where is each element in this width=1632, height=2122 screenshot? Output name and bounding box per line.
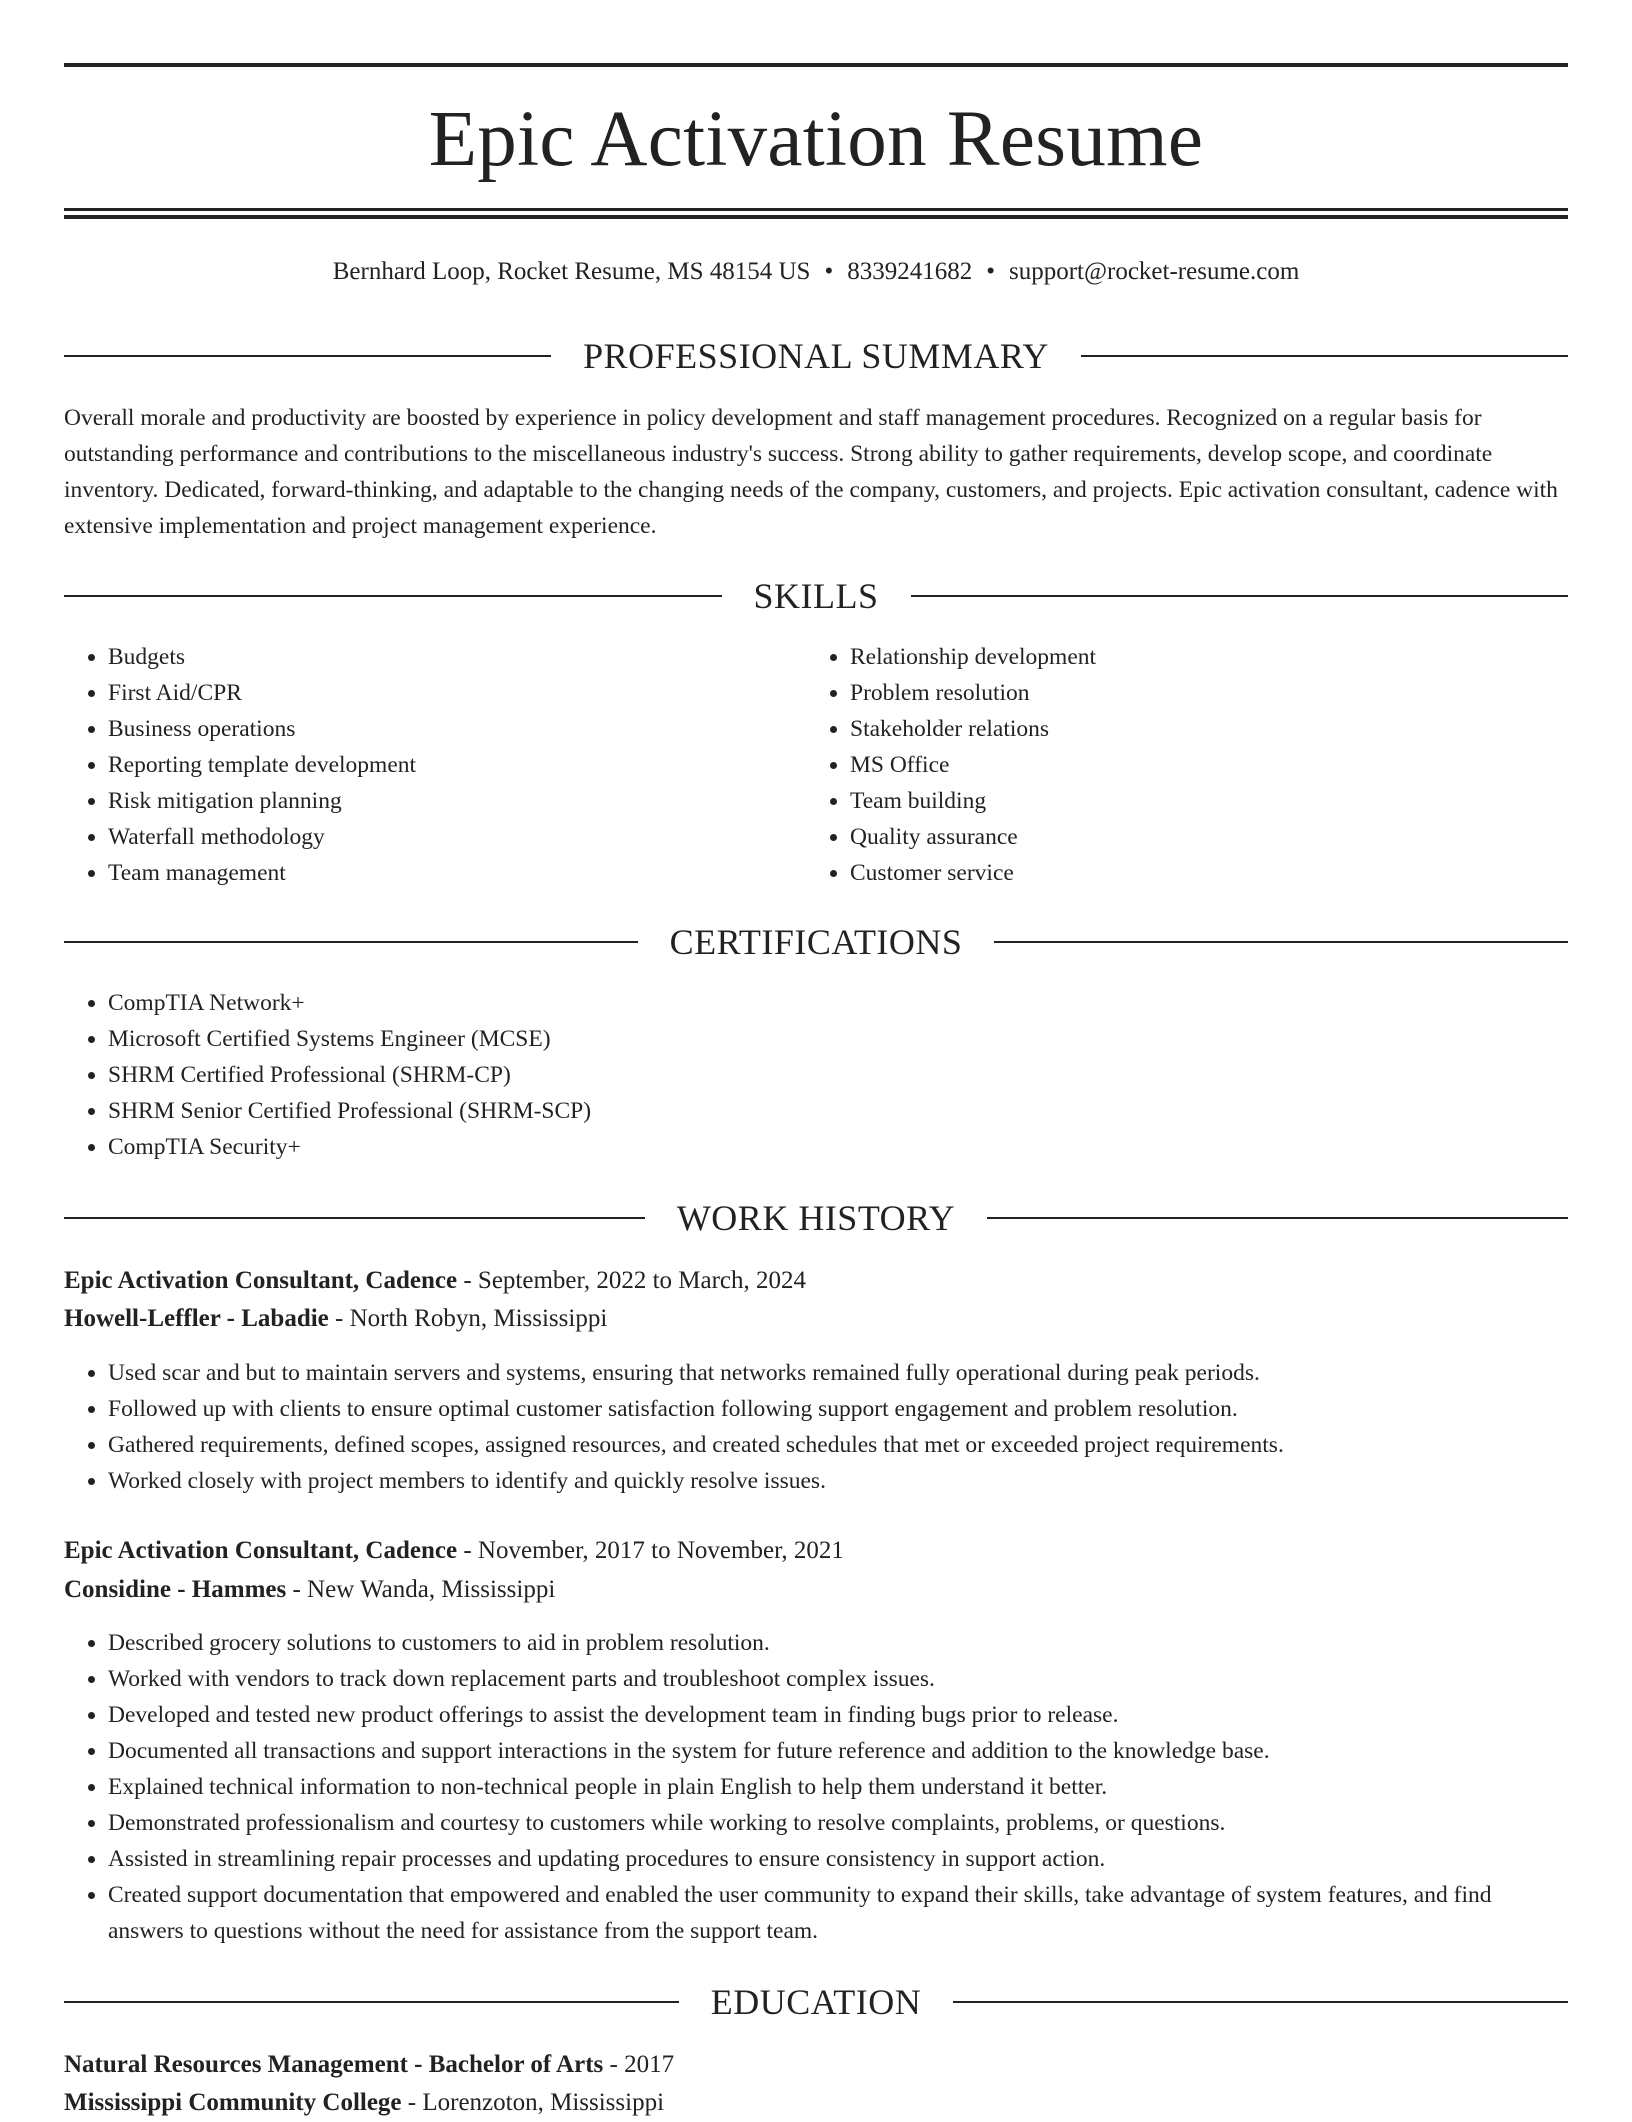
skills-list-left — [64, 639, 808, 891]
certification-item: • SHRM Senior Certified Professional (SHRM-SCP) — [108, 1093, 1568, 1129]
job-bullets — [64, 1625, 1568, 1949]
section-heading-label: WORK HISTORY — [676, 1198, 956, 1238]
heading-rule-left — [64, 1217, 645, 1219]
job-company-line — [64, 1571, 1568, 1609]
job-bullet: • Developed and tested new product offerings to assist the development team in finding bugs prior to release. — [108, 1697, 1568, 1733]
job-location: - New Wanda, Mississippi — [286, 1576, 556, 1603]
education-school: Mississippi Community College — [64, 2089, 402, 2116]
job-bullet: • Explained technical information to non-technical people in plain English to help them understand it better. — [108, 1769, 1568, 1805]
job-dates: - November, 2017 to November, 2021 — [457, 1537, 844, 1564]
certification-item: • Microsoft Certified Systems Engineer (MCSE) — [108, 1021, 1568, 1057]
heading-rule-right — [1081, 355, 1568, 357]
heading-rule-left — [64, 355, 551, 357]
certification-item: • CompTIA Security+ — [108, 1129, 1568, 1165]
job-location: - North Robyn, Mississippi — [328, 1305, 608, 1332]
heading-rule-left — [64, 941, 638, 943]
job-title: Epic Activation Consultant, Cadence — [64, 1537, 458, 1564]
section-heading-certifications — [64, 917, 1568, 967]
section-heading-label: CERTIFICATIONS — [669, 922, 963, 962]
job-bullet: • Worked with vendors to track down replacement parts and troubleshoot complex issues. — [108, 1661, 1568, 1697]
section-heading-skills — [64, 571, 1568, 621]
job-bullet: • Used scar and but to maintain servers and systems, ensuring that networks remained fully operational during peak periods. — [108, 1355, 1568, 1391]
job-bullet: • Assisted in streamlining repair processes and updating procedures to ensure consistency in support action. — [108, 1841, 1568, 1877]
skill-item: • Risk mitigation planning — [108, 783, 808, 819]
skill-item: • Budgets — [108, 639, 808, 675]
certifications-list — [64, 985, 1568, 1165]
job-bullet: • Worked closely with project members to identify and quickly resolve issues. — [108, 1463, 1568, 1499]
skill-item: • Customer service — [850, 855, 1550, 891]
skill-item: • Team management — [108, 855, 808, 891]
job-bullet: • Gathered requirements, defined scopes, assigned resources, and created schedules that met or exceeded project requirements. — [108, 1427, 1568, 1463]
skill-item: • Team building — [850, 783, 1550, 819]
certification-item: • CompTIA Network+ — [108, 985, 1568, 1021]
job-title-line — [64, 1262, 1568, 1300]
section-heading-label: EDUCATION — [710, 1982, 922, 2022]
job-company: Howell-Leffler - Labadie — [64, 1305, 329, 1332]
section-heading-label: SKILLS — [753, 576, 879, 616]
job-dates: - September, 2022 to March, 2024 — [457, 1267, 807, 1294]
education-degree-line — [64, 2046, 1568, 2084]
section-heading-summary — [64, 331, 1568, 381]
skill-item: • Stakeholder relations — [850, 711, 1550, 747]
section-heading-education — [64, 1977, 1568, 2027]
skill-item: • Waterfall methodology — [108, 819, 808, 855]
skill-item: • Problem resolution — [850, 675, 1550, 711]
job-company: Considine - Hammes — [64, 1576, 287, 1603]
education-school-line — [64, 2084, 1568, 2122]
job-title-line — [64, 1532, 1568, 1570]
job-company-line — [64, 1300, 1568, 1338]
skill-item: • Quality assurance — [850, 819, 1550, 855]
job-bullet: • Demonstrated professionalism and courtesy to customers while working to resolve complaints, problems, or questions. — [108, 1805, 1568, 1841]
job-bullet: • Created support documentation that empowered and enabled the user community to expand their skills, take advantage of system features, and find answers to questions without the need for assistance from the support team. — [108, 1877, 1568, 1949]
heading-rule-right — [953, 2001, 1568, 2003]
skill-item: • First Aid/CPR — [108, 675, 808, 711]
top-rule — [64, 63, 1568, 67]
job-bullet: • Documented all transactions and support interactions in the system for future reference and addition to the knowledge base. — [108, 1733, 1568, 1769]
title-rule-lower — [64, 215, 1568, 219]
skill-item: • Reporting template development — [108, 747, 808, 783]
education-year: - 2017 — [603, 2051, 675, 2078]
contact-address: Bernhard Loop, Rocket Resume, MS 48154 US — [332, 258, 811, 285]
education-location: - Lorenzoton, Mississippi — [401, 2089, 665, 2116]
contact-line — [64, 254, 1568, 290]
heading-rule-left — [64, 595, 722, 597]
section-heading-label: PROFESSIONAL SUMMARY — [583, 336, 1049, 376]
skill-item: • Relationship development — [850, 639, 1550, 675]
skill-item: • Business operations — [108, 711, 808, 747]
skill-item: • MS Office — [850, 747, 1550, 783]
heading-rule-right — [911, 595, 1569, 597]
job-bullet: • Followed up with clients to ensure optimal customer satisfaction following support engagement and problem resolution. — [108, 1391, 1568, 1427]
heading-rule-left — [64, 2001, 679, 2003]
title-rule-upper — [64, 208, 1568, 211]
heading-rule-right — [994, 941, 1568, 943]
contact-email: support@rocket-resume.com — [1008, 258, 1300, 285]
resume-title: Epic Activation Resume — [428, 96, 1204, 183]
contact-phone: 8339241682 — [847, 258, 973, 285]
contact-separator: • — [824, 258, 834, 285]
job-bullets — [64, 1355, 1568, 1499]
job-bullet: • Described grocery solutions to customers to aid in problem resolution. — [108, 1625, 1568, 1661]
summary-text: Overall morale and productivity are boosted by experience in policy development and staff management procedures. Recognized on a regular basis for outstanding performance and contributions to the miscellaneous industry's success. Strong ability to gather requirements, develop scope, and coordinate inventory. Dedicated, forward-thinking, and adaptable to the changing needs of the company, customers, and projects. Epic activation consultant, cadence with extensive implementation and project management experience. — [64, 405, 1558, 539]
job-title: Epic Activation Consultant, Cadence — [64, 1267, 458, 1294]
heading-rule-right — [987, 1217, 1568, 1219]
skills-list-right — [806, 639, 1550, 891]
certification-item: • SHRM Certified Professional (SHRM-CP) — [108, 1057, 1568, 1093]
contact-separator: • — [986, 258, 995, 285]
section-heading-work-history — [64, 1193, 1568, 1243]
education-degree: Natural Resources Management - Bachelor of Arts — [64, 2051, 604, 2078]
